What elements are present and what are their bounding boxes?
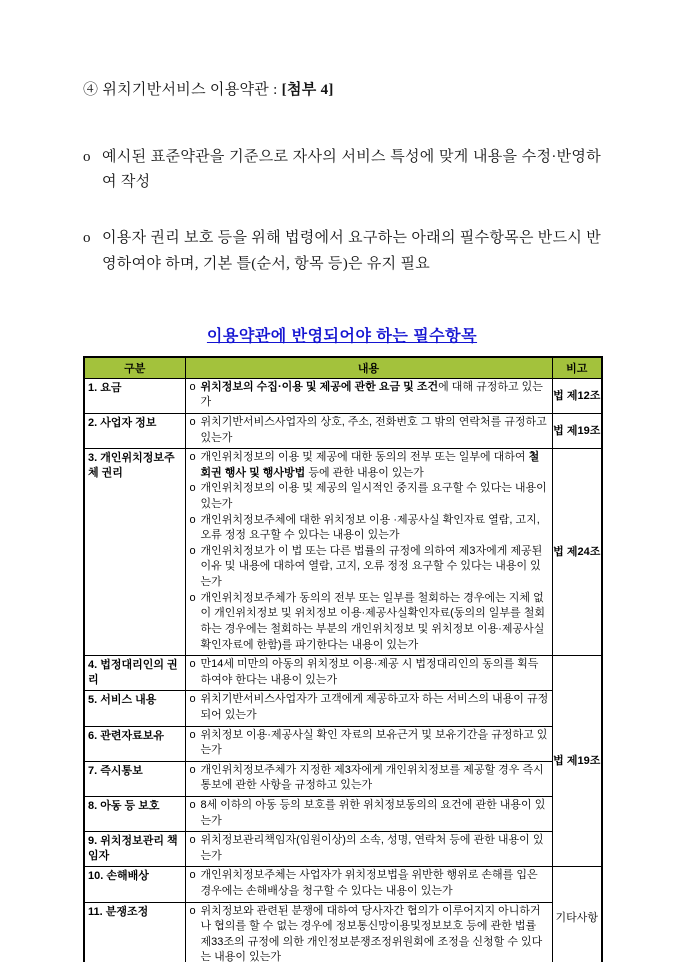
row-category: 10. 손해배상 (84, 867, 185, 902)
section-heading-text: ④ 위치기반서비스 이용약관 : (83, 82, 278, 98)
checklist-item (189, 415, 549, 446)
checklist-item (189, 481, 549, 512)
item-marker: o (189, 380, 196, 393)
table-row (84, 449, 602, 656)
bullet-paragraph-2 (83, 226, 601, 276)
item-text: 위치기반서비스사업자의 상호, 주소, 전화번호 그 밖의 연락처를 규정하고 있는가 (200, 415, 547, 444)
table-row (84, 796, 602, 831)
item-text: 개인위치정보가 이 법 또는 다른 법률의 규정에 의하여 제3자에게 제공된 이유 및 내용에 대하여 열람, 고지, 오류 정정 요구할 수 있다는 내용이 있는가 (200, 544, 543, 589)
table-row (84, 902, 602, 962)
item-marker: o (189, 415, 196, 428)
col-header-content: 내용 (185, 357, 552, 379)
row-category: 6. 관련자료보유 (84, 726, 185, 761)
col-header-remark: 비고 (552, 357, 602, 379)
row-category: 8. 아동 등 보호 (84, 796, 185, 831)
row-remark: 기타사항 (552, 867, 602, 962)
checklist-item (189, 380, 549, 411)
row-content (185, 796, 552, 831)
table-row (84, 832, 602, 867)
row-content (185, 656, 552, 691)
row-content (185, 691, 552, 726)
row-category: 5. 서비스 내용 (84, 691, 185, 726)
table-title: 이용약관에 반영되어야 하는 필수항목 (206, 327, 478, 345)
checklist-item (189, 544, 549, 591)
item-text: 철회권 행사 및 행사방법 (200, 451, 540, 479)
table-row (84, 867, 602, 902)
checklist-item (189, 657, 549, 688)
row-remark: 법 제19조 (552, 413, 602, 448)
row-remark: 법 제24조 (552, 449, 602, 656)
item-text: 개인위치정보주체가 지정한 제3자에게 개인위치정보를 제공할 경우 즉시통보에 관한 사항을 규정하고 있는가 (200, 763, 544, 792)
row-category: 7. 즉시통보 (84, 761, 185, 796)
item-marker: o (189, 482, 196, 495)
item-marker: o (189, 763, 196, 776)
bullet-text: 이용자 권리 보호 등을 위해 법령에서 요구하는 아래의 필수항목은 반드시 반영하여야 하며, 기본 틀(순서, 항목 등)은 유지 필요 (102, 230, 601, 272)
item-text: 위치정보와 관련된 분쟁에 대하여 당사자간 협의가 이루어지지 아니하거나 협의를 할 수 없는 경우에 정보통신망이용및정보보호 등에 관한 법률 제33조의 규정에 의한 개인정보분쟁조정위원회에 조정을 신청할 수 있다는 내용이 있는가 (200, 904, 543, 962)
section-heading (83, 78, 601, 99)
col-header-category: 구분 (84, 357, 185, 379)
item-marker: o (189, 728, 196, 741)
checklist-item (189, 833, 549, 864)
item-marker: o (189, 451, 196, 464)
checklist-item (189, 728, 549, 759)
item-text: 등에 관한 내용이 있는가 (305, 466, 424, 479)
item-marker: o (189, 869, 196, 882)
item-text: 개인위치정보주체가 동의의 전부 또는 일부를 철회하는 경우에는 지체 없이 개인위치정보 및 위치정보 이용·제공사실확인자료(동의의 일부를 철회하는 경우에는 철회하는 부분의 개인위치정보 및 위치정보 이용·제공사실확인자료에 한함)를 파기한다는 내용이 있는가 (200, 591, 545, 651)
checklist-item (189, 513, 549, 544)
row-content (185, 413, 552, 448)
item-marker: o (189, 693, 196, 706)
item-text: 8세 이하의 아동 등의 보호를 위한 위치정보동의의 요건에 관한 내용이 있는가 (200, 798, 546, 827)
item-text: 위치정보의 수집·이용 및 제공에 관한 요금 및 조건 (200, 380, 439, 393)
checklist-item (189, 450, 549, 481)
item-marker: o (189, 834, 196, 847)
item-marker: o (189, 904, 196, 917)
checklist-item (189, 591, 549, 653)
checklist-item (189, 798, 549, 829)
item-text: 개인위치정보주체는 사업자가 위치정보법을 위반한 행위로 손해를 입은 경우에는 손해배상을 청구할 수 있다는 내용이 있는가 (200, 869, 538, 898)
checklist-item (189, 868, 549, 899)
table-row (84, 378, 602, 413)
row-content (185, 378, 552, 413)
row-category: 9. 위치정보관리 책임자 (84, 832, 185, 867)
row-category: 11. 분쟁조정 (84, 902, 185, 962)
row-category: 3. 개인위치정보주체 권리 (84, 449, 185, 656)
item-text: 위치정보 이용·제공사실 확인 자료의 보유근거 및 보유기간을 규정하고 있는가 (200, 728, 548, 757)
table-row (84, 761, 602, 796)
row-category: 4. 법정대리인의 권리 (84, 656, 185, 691)
bullet-marker: o (83, 149, 91, 165)
item-text: 개인위치정보의 이용 및 제공에 대한 동의의 전부 또는 일부에 대하여 (200, 451, 529, 464)
row-content (185, 449, 552, 656)
bullet-paragraph-1 (83, 145, 601, 195)
item-marker: o (189, 658, 196, 671)
row-category: 1. 요금 (84, 378, 185, 413)
table-row (84, 413, 602, 448)
item-marker: o (189, 591, 196, 604)
item-text: 개인위치정보주체에 대한 위치정보 이용 ·제공사실 확인자료 열람, 고지, 오류 정정 요구할 수 있다는 내용이 있는가 (200, 513, 540, 542)
table-header-row (84, 357, 602, 379)
table-row (84, 726, 602, 761)
row-content (185, 902, 552, 962)
row-content (185, 832, 552, 867)
item-text: 에 대해 규정하고 있는가 (200, 380, 543, 409)
bullet-text: 예시된 표준약관을 기준으로 자사의 서비스 특성에 맞게 내용을 수정·반영하여 작성 (102, 149, 601, 191)
checklist-item (189, 904, 549, 962)
item-marker: o (189, 544, 196, 557)
row-remark: 법 제12조 (552, 378, 602, 413)
row-category: 2. 사업자 정보 (84, 413, 185, 448)
attachment-ref: [첨부 4] (281, 82, 334, 98)
table-row (84, 656, 602, 691)
item-marker: o (189, 513, 196, 526)
checklist-item (189, 763, 549, 794)
row-content (185, 867, 552, 902)
bullet-marker: o (83, 230, 91, 247)
item-text: 만14세 미만의 아동의 위치정보 이용·제공 시 법정대리인의 동의를 획득하여야 한다는 내용이 있는가 (200, 658, 539, 686)
item-marker: o (189, 798, 196, 811)
table-row (84, 691, 602, 726)
item-text: 개인위치정보의 이용 및 제공의 일시적인 중지를 요구할 수 있다는 내용이 있는가 (200, 482, 547, 511)
item-text: 위치기반서비스사업자가 고객에게 제공하고자 하는 서비스의 내용이 규정되어 있는가 (200, 693, 549, 721)
checklist-item (189, 692, 549, 723)
item-text: 위치정보관리책임자(임원이상)의 소속, 성명, 연락처 등에 관한 내용이 있는가 (200, 834, 544, 862)
required-items-table (83, 356, 603, 962)
row-content (185, 726, 552, 761)
row-remark: 법 제19조 (552, 656, 602, 867)
row-content (185, 761, 552, 796)
